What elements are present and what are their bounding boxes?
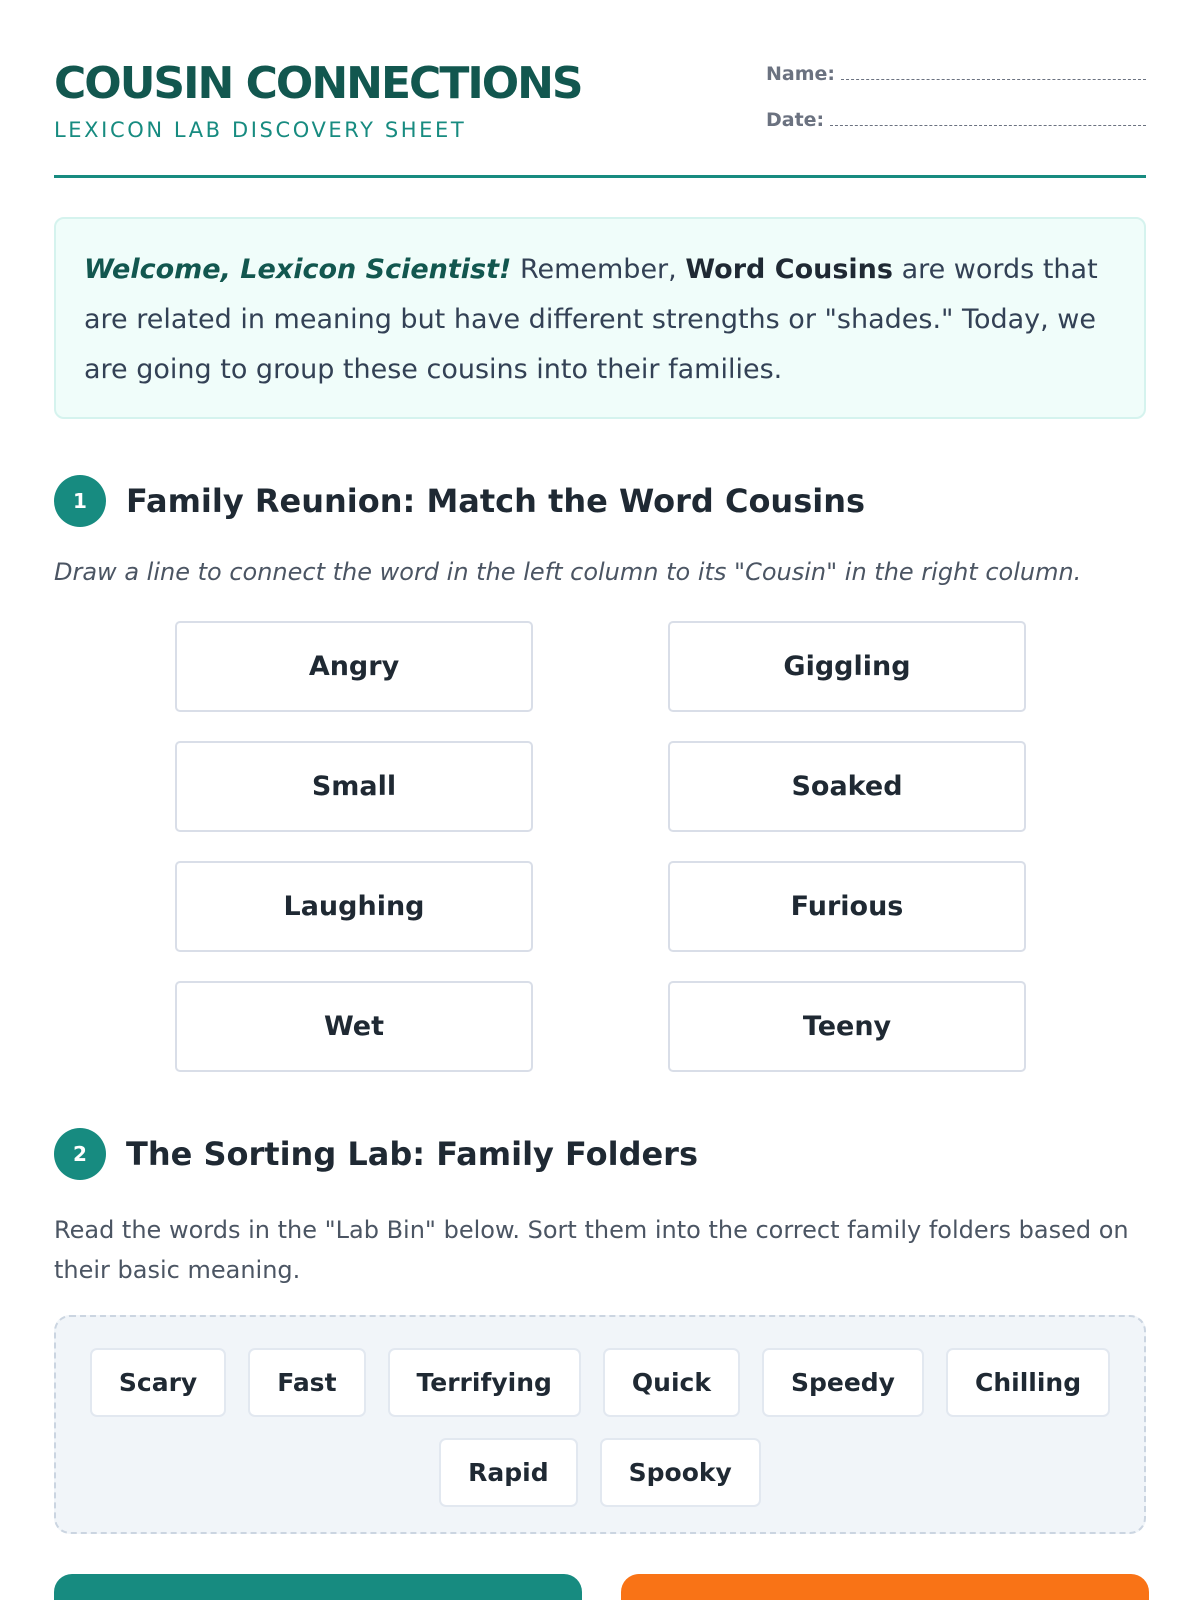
word-chip[interactable]: Fast — [248, 1348, 365, 1417]
intro-text-2: are words that are related in meaning but have different strengths or "shades." Today, we are going to group these cousins into their families. — [84, 254, 1098, 385]
name-label: Name: — [766, 63, 836, 85]
match-left-column — [175, 621, 533, 1101]
match-right-word[interactable]: Furious — [668, 861, 1026, 952]
match-left-word[interactable]: Angry — [175, 621, 533, 712]
match-right-word[interactable]: Giggling — [668, 621, 1026, 712]
intro-welcome: Welcome, Lexicon Scientist! — [84, 254, 512, 285]
name-blank-line[interactable] — [841, 62, 1146, 80]
word-chip[interactable]: Quick — [603, 1348, 740, 1417]
worksheet-header — [54, 52, 1146, 178]
name-field[interactable] — [766, 62, 1146, 85]
intro-text-1: Remember, — [519, 254, 677, 285]
word-chip[interactable]: Chilling — [946, 1348, 1110, 1417]
page-title: COUSIN CONNECTIONS — [54, 58, 582, 109]
intro-box — [54, 217, 1146, 419]
match-left-word[interactable]: Laughing — [175, 861, 533, 952]
section-1-number-badge: 1 — [54, 475, 106, 527]
word-chip[interactable]: Terrifying — [388, 1348, 581, 1417]
match-right-word[interactable]: Soaked — [668, 741, 1026, 832]
section-2-heading — [54, 1128, 698, 1180]
date-field[interactable] — [766, 108, 1146, 131]
date-blank-line[interactable] — [830, 108, 1146, 126]
match-right-word[interactable]: Teeny — [668, 981, 1026, 1072]
section-2-instruction: Read the words in the "Lab Bin" below. Sort them into the correct family folders based on their basic meaning. — [54, 1216, 1129, 1284]
word-chip[interactable]: Speedy — [762, 1348, 924, 1417]
section-2-title: The Sorting Lab: Family Folders — [126, 1135, 698, 1173]
word-chip[interactable]: Scary — [90, 1348, 226, 1417]
lab-bin — [54, 1315, 1146, 1534]
date-label: Date: — [766, 109, 825, 131]
match-left-word[interactable]: Small — [175, 741, 533, 832]
word-chip[interactable]: Spooky — [600, 1438, 761, 1507]
section-1-instruction: Draw a line to connect the word in the left column to its "Cousin" in the right column. — [54, 558, 1082, 586]
match-right-column — [668, 621, 1026, 1101]
family-folder-left[interactable] — [54, 1574, 582, 1600]
intro-term: Word Cousins — [685, 254, 893, 285]
lab-bin-row-1 — [56, 1348, 1144, 1417]
word-chip[interactable]: Rapid — [439, 1438, 577, 1507]
section-1-title: Family Reunion: Match the Word Cousins — [126, 482, 866, 520]
section-2-number-badge: 2 — [54, 1128, 106, 1180]
lab-bin-row-2 — [56, 1438, 1144, 1507]
family-folder-right[interactable] — [621, 1574, 1149, 1600]
section-1-heading — [54, 475, 865, 527]
match-left-word[interactable]: Wet — [175, 981, 533, 1072]
page-subtitle: LEXICON LAB DISCOVERY SHEET — [54, 118, 467, 142]
